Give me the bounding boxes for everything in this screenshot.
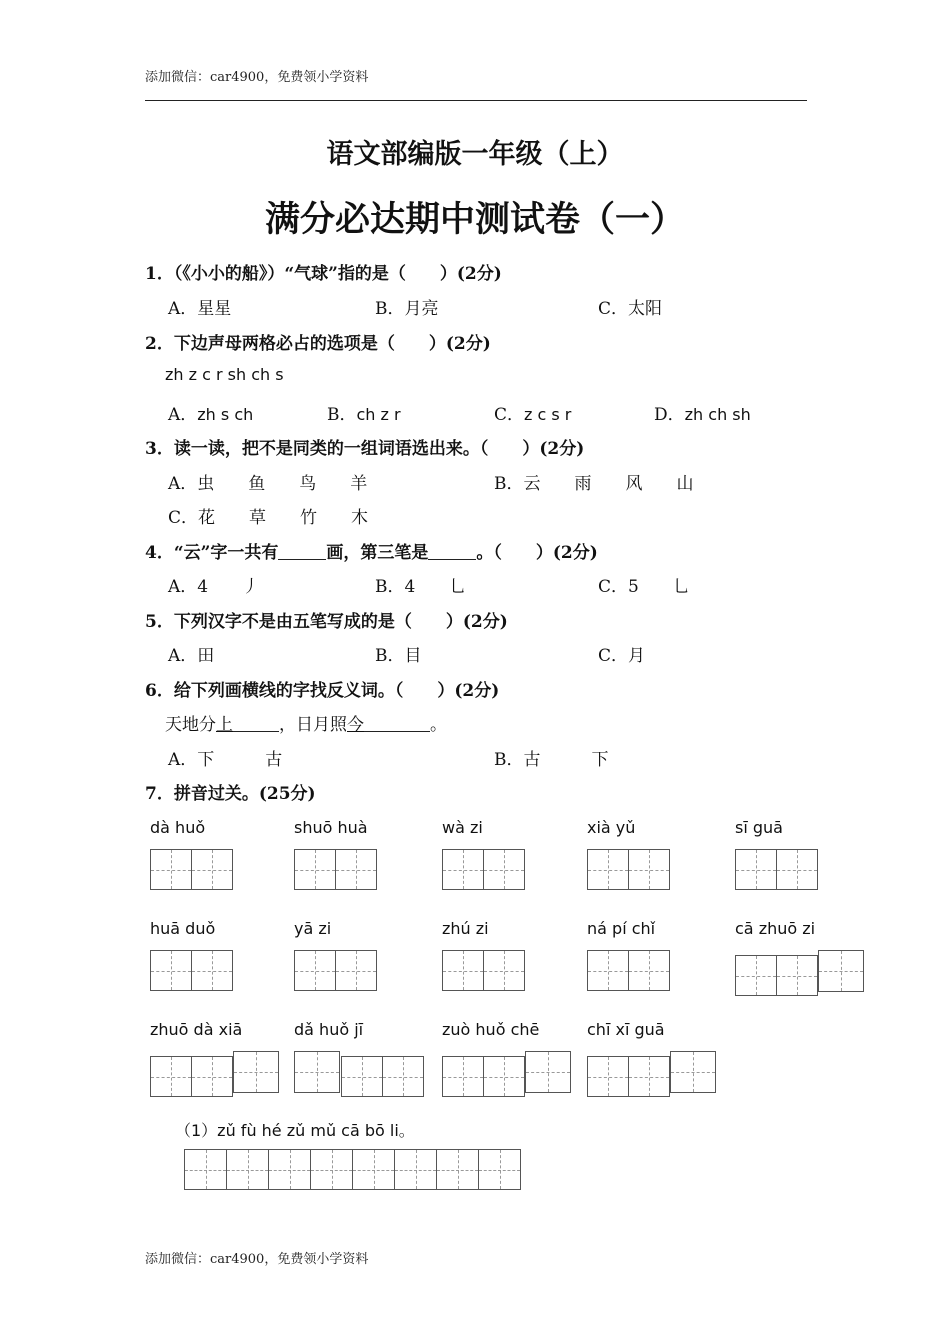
q3-option-b: B．云 雨 风 山 (494, 474, 694, 494)
q2-option-b-label: B． (327, 405, 357, 425)
q6-sentence (165, 710, 447, 735)
q6-underlined-word-1: 上 (216, 715, 233, 735)
q7-pinyin-10: cā zhuō zi (735, 919, 816, 938)
q7-pinyin-12: dǎ huǒ jī (294, 1020, 364, 1039)
q4-option-b: B．4 乚 (375, 577, 467, 597)
q2-option-d-label: D． (654, 405, 685, 425)
q7-grid-4[interactable] (587, 849, 669, 890)
q5-stem: 5．下列汉字不是由五笔写成的是（ ）(2分) (145, 612, 508, 632)
q6-underlined-word-2: 今 (347, 715, 364, 735)
q7-grid-11b[interactable] (233, 1051, 278, 1093)
q7-pinyin-5: sī guā (735, 818, 783, 837)
q7-grid-10b[interactable] (818, 950, 863, 992)
q4-blank-third-stroke[interactable] (428, 543, 476, 560)
q7-pinyin-9: ná pí chǐ (587, 919, 656, 938)
q6-blank-1[interactable] (233, 715, 279, 732)
q4-stem (145, 538, 598, 563)
q1-option-b: B．月亮 (375, 299, 439, 319)
q1-stem: 1．（《小小的船》）“气球”指的是（ ）(2分) (145, 264, 502, 284)
q7-grid-10a[interactable] (735, 955, 817, 996)
q7-grid-14a[interactable] (587, 1056, 669, 1097)
q7-stem: 7．拼音过关。(25分) (145, 784, 316, 804)
q1-option-c: C．太阳 (598, 299, 663, 319)
q6-option-b: B．古 下 (494, 750, 609, 770)
q1-option-a: A．星星 (168, 299, 232, 319)
q7-pinyin-3: wà zi (442, 818, 483, 837)
q4-blank-strokes[interactable] (278, 543, 326, 560)
q7-grid-9[interactable] (587, 950, 669, 991)
q2-option-c (494, 400, 571, 425)
q4-stem-part2: 画，第三笔是 (326, 543, 429, 563)
footer-note: 添加微信：car4900，免费领小学资料 (145, 1252, 369, 1267)
q3-option-c: C．花 草 竹 木 (168, 508, 369, 528)
q7-pinyin-1: dà huǒ (150, 818, 206, 837)
q6-text-1: 天地分 (165, 715, 216, 735)
q4-stem-part1: 4．“云”字一共有 (145, 543, 279, 563)
q5-option-a: A．田 (168, 646, 215, 666)
q7-pinyin-8: zhú zi (442, 919, 489, 938)
q3-option-a: A．虫 鱼 鸟 羊 (168, 474, 368, 494)
q7-pinyin-14: chī xī guā (587, 1020, 665, 1039)
header-note: 添加微信：car4900，免费领小学资料 (145, 70, 369, 85)
q7-pinyin-13: zuò huǒ chē (442, 1020, 540, 1039)
q2-option-c-text: z c s r (524, 405, 572, 424)
q5-option-b: B．目 (375, 646, 422, 666)
q7-grid-12b[interactable] (341, 1056, 423, 1097)
title-line2: 满分必达期中测试卷（一） (264, 199, 685, 240)
q7-pinyin-6: huā duǒ (150, 919, 216, 938)
q2-option-a (168, 400, 253, 425)
q2-stem: 2．下边声母两格必占的选项是（ ）(2分) (145, 334, 491, 354)
q6-text-2: ，日月照 (279, 715, 347, 735)
q7-grid-8[interactable] (442, 950, 524, 991)
q2-option-b-text: ch z r (356, 405, 401, 424)
q6-option-a: A．下 古 (168, 750, 283, 770)
header-rule (145, 100, 807, 101)
q7-pinyin-11: zhuō dà xiā (150, 1020, 243, 1039)
q3-stem: 3．读一读，把不是同类的一组词语选出来。（ ）(2分) (145, 439, 585, 459)
q4-option-c: C．5 乚 (598, 577, 690, 597)
q7-grid-11a[interactable] (150, 1056, 232, 1097)
q7-grid-1[interactable] (150, 849, 232, 890)
q7-grid-6[interactable] (150, 950, 232, 991)
q6-stem: 6．给下列画横线的字找反义词。（ ）(2分) (145, 681, 500, 701)
q7-grid-13a[interactable] (442, 1056, 524, 1097)
q7-grid-14b[interactable] (670, 1051, 715, 1093)
q2-option-a-label: A． (168, 405, 198, 425)
q7-sentence (175, 1118, 415, 1141)
q7-sentence-text: （1）zǔ fù hé zǔ mǔ cā bō li。 (175, 1121, 415, 1140)
q5-option-c: C．月 (598, 646, 646, 666)
q2-option-b (327, 400, 401, 425)
q7-pinyin-7: yā zi (294, 919, 332, 938)
q6-blank-2[interactable] (364, 715, 430, 732)
q2-option-d-text: zh ch sh (684, 405, 751, 424)
q7-sentence-grid[interactable] (184, 1149, 520, 1190)
q7-grid-12a[interactable] (294, 1051, 339, 1093)
q2-option-c-label: C． (494, 405, 525, 425)
q2-option-d (654, 400, 751, 425)
q6-text-3: 。 (430, 715, 447, 735)
q7-grid-5[interactable] (735, 849, 817, 890)
q7-grid-3[interactable] (442, 849, 524, 890)
q7-grid-7[interactable] (294, 950, 376, 991)
title-line1: 语文部编版一年级（上） (326, 139, 624, 170)
q2-option-a-text: zh s ch (197, 405, 254, 424)
q7-grid-13b[interactable] (525, 1051, 570, 1093)
q2-letters: zh z c r sh ch s (165, 365, 284, 384)
q7-grid-2[interactable] (294, 849, 376, 890)
q7-pinyin-4: xià yǔ (587, 818, 636, 837)
q4-option-a: A．4 丿 (168, 577, 260, 597)
q4-stem-part3: 。（ ）(2分) (476, 543, 598, 563)
q7-pinyin-2: shuō huà (294, 818, 368, 837)
